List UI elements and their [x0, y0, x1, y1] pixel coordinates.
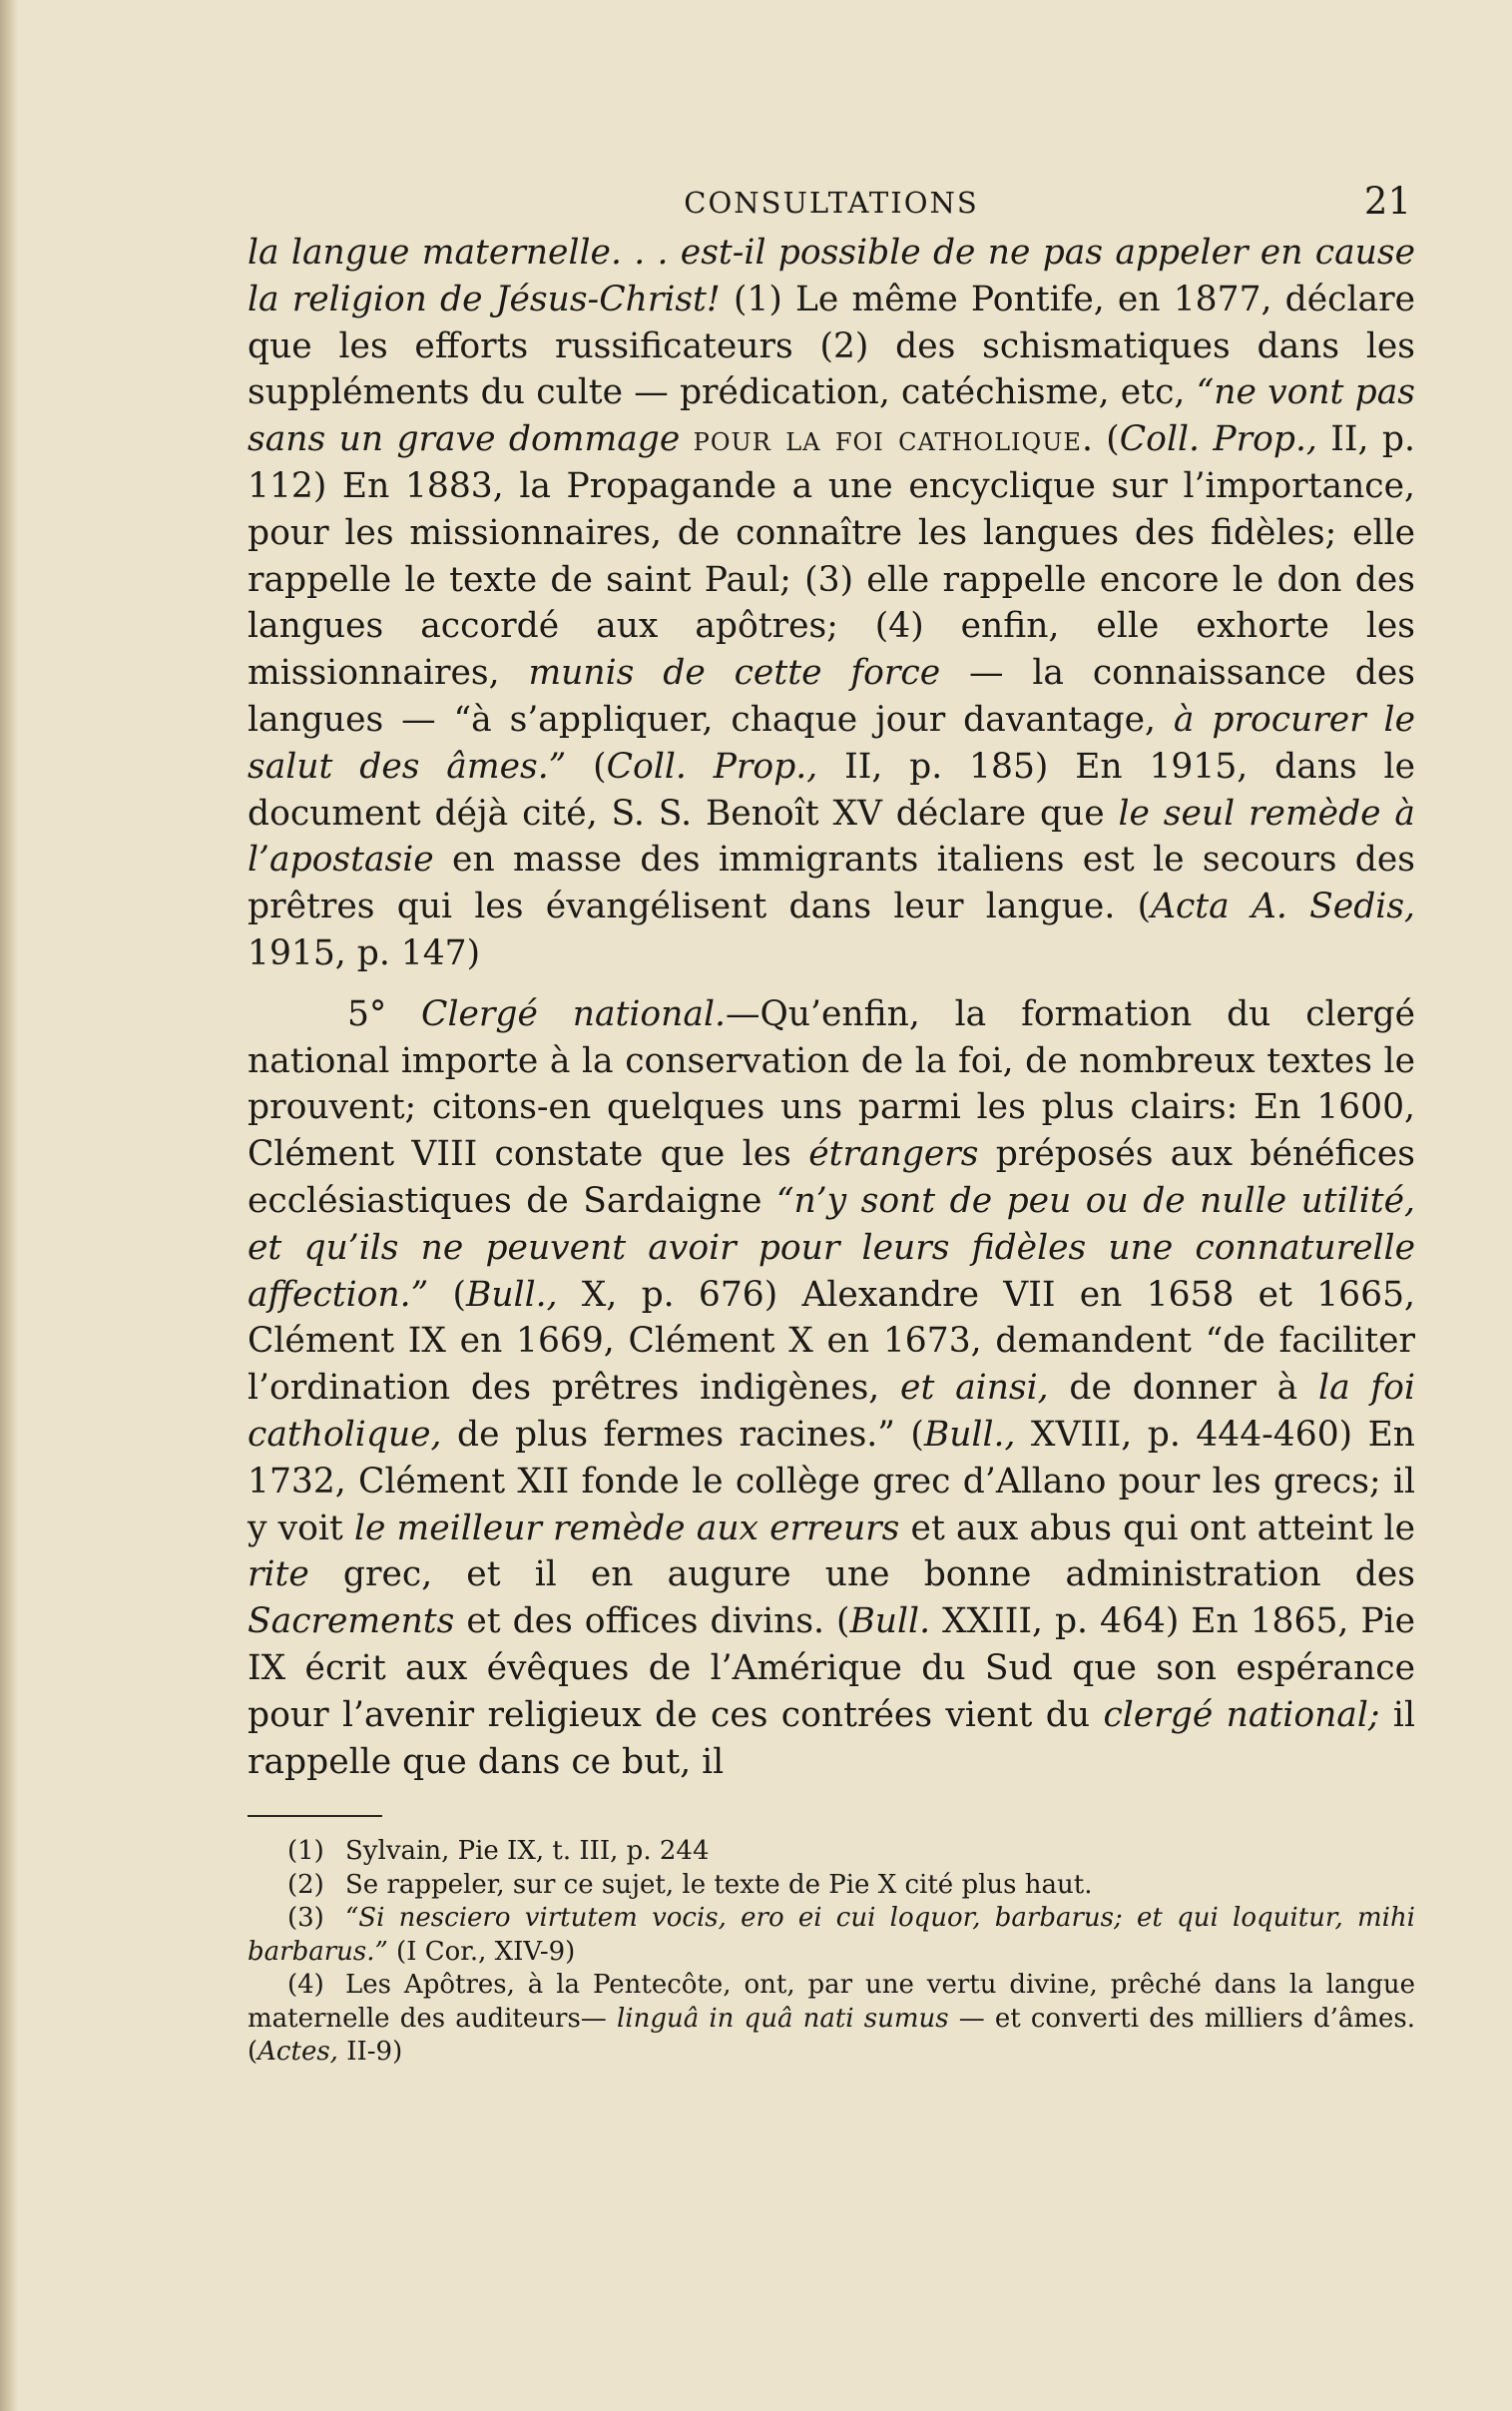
- footnote-4: [248, 1969, 1415, 2070]
- text-run: II, p. 185) En 1915, dans le document déjà cité, S. S. Benoît XV déclare que: [248, 746, 1415, 834]
- text-run: X, p. 676) Alexandre VII en 1658 et 1665, Clément IX en 1669, Clément X en 1673, demandent “de faciliter l’ordination des prêtres indigènes,: [248, 1274, 1415, 1409]
- text-run: — la connaissance des langues — “à s’appliquer, chaque jour davantage,: [248, 653, 1416, 740]
- text-run: “ne vont pas sans un grave dommage: [248, 372, 1415, 460]
- footnote-text: “Si nesciero virtutem vocis, ero ei cui loquor, barbarus; et qui loquitur, mihi barbarus.”: [248, 1903, 1415, 1967]
- text-run: le meilleur remède aux erreurs: [353, 1507, 900, 1548]
- page: [248, 170, 1415, 2070]
- footnote-text: Les Apôtres, à la Pentecôte, ont, par une vertu divine, prêché dans la langue maternelle des auditeurs—: [248, 1970, 1415, 2034]
- text-run: —Qu’enfin, la formation du clergé national importe à la conservation de la foi, de nombreux textes le prouvent; citons-en quelques uns parmi les plus clairs: En 1600, Clément VIII constate que les: [248, 993, 1416, 1175]
- paragraph-1: [248, 230, 1415, 977]
- footnote-2: [248, 1869, 1415, 1903]
- text-run: pour la foi catholique: [693, 419, 1082, 460]
- footnote-text: Sylvain, Pie IX, t. III, p. 244: [345, 1836, 710, 1867]
- footnote-marker: (3): [287, 1903, 324, 1934]
- text-run: grec, et il en augure une bonne administration des: [308, 1554, 1415, 1595]
- footnote-text: (I Cor., XIV-9): [387, 1936, 576, 1967]
- text-run: et des offices divins. (: [454, 1601, 850, 1642]
- text-run: . (: [1081, 419, 1120, 460]
- text-run: (: [566, 746, 607, 787]
- text-run: Coll. Prop.,: [606, 746, 818, 787]
- section-heading: Clergé national.: [421, 993, 726, 1034]
- text-run: Sacrements: [248, 1601, 455, 1642]
- footnote-text: Actes,: [257, 2037, 338, 2068]
- page-header: [248, 170, 1415, 230]
- text-run: clergé national;: [1103, 1694, 1380, 1735]
- footnote-marker: (2): [287, 1869, 324, 1900]
- text-run: II, p. 112) En 1883, la Propagande a une encyclique sur l’importance, pour les missionnaires, de connaître les langues des fidèles; elle rappelle le texte de saint Paul; (3) elle rappelle encore le don des langues accordé aux apôtres; (4) enfin, elle exhorte les missionnaires,: [248, 419, 1415, 694]
- text-run: le seul remède à l’apostasie: [248, 793, 1415, 881]
- footnote-marker: (1): [287, 1836, 324, 1867]
- page-number: 21: [1363, 180, 1411, 223]
- text-run: Bull.,: [465, 1274, 558, 1315]
- footnote-marker: (4): [287, 1970, 324, 2001]
- footnotes: [248, 1835, 1415, 2070]
- text-run: XXIII, p. 464) En 1865, Pie IX écrit aux évêques de l’Amérique du Sud que son espérance pour l’avenir religieux de ces contrées vient du: [248, 1601, 1416, 1735]
- text-run: “n’y sont de peu ou de nulle utilité, et qu’ils ne peuvent avoir pour leurs fidèles une connaturelle affection.”: [248, 1180, 1415, 1315]
- text-run: rite: [248, 1554, 309, 1595]
- footnote-text: II-9): [337, 2037, 403, 2068]
- text-run: étrangers: [808, 1134, 979, 1175]
- text-run: il rappelle que dans ce but, il: [248, 1694, 1415, 1782]
- text-run: (: [428, 1274, 466, 1315]
- text-run: la langue maternelle. . . est-il possible de ne pas appeler en cause la religion de Jésus-Christ!: [248, 233, 1415, 319]
- text-run: en masse des immigrants italiens est le secours des prêtres qui les évangélisent dans leur langue. (: [248, 840, 1415, 927]
- text-run: 1915, p. 147): [248, 932, 481, 973]
- text-run: munis de cette force: [528, 653, 941, 694]
- footnote-text: Se rappeler, sur ce sujet, le texte de Pie X cité plus haut.: [345, 1869, 1093, 1900]
- text-run: Acta A. Sedis,: [1151, 887, 1415, 927]
- footnote-text: linguâ in quâ nati sumus: [616, 2003, 949, 2034]
- text-run: et aux abus qui ont atteint le: [899, 1507, 1416, 1548]
- text-run: (1) Le même Pontife, en 1877, déclare que les efforts russificateurs (2) des schismatiques dans les suppléments du culte — prédication, catéchisme, etc,: [248, 279, 1415, 413]
- footnote-divider: [248, 1815, 382, 1817]
- text-run: de plus fermes racines.” (: [441, 1414, 924, 1455]
- footnote-text: — et converti des milliers d’âmes. (: [248, 2003, 1416, 2068]
- text-run: 5°: [347, 993, 422, 1034]
- text-run: de donner à: [1048, 1368, 1319, 1409]
- text-run: Bull.: [849, 1601, 931, 1642]
- page-edge-shadow: [0, 0, 18, 2411]
- text-run: la foi catholique,: [248, 1368, 1415, 1455]
- running-head: CONSULTATIONS: [684, 186, 979, 220]
- text-run: à procurer le salut des âmes.”: [248, 699, 1415, 787]
- text-run: Bull.,: [923, 1414, 1016, 1455]
- text-run: préposés aux bénéfices ecclésiastiques de Sardaigne: [248, 1134, 1415, 1221]
- text-run: et ainsi,: [900, 1368, 1049, 1409]
- body-text: [248, 230, 1415, 1785]
- text-run: XVIII, p. 444-460) En 1732, Clément XII fonde le collège grec d’Allano pour les grecs; il y voit: [248, 1414, 1415, 1548]
- footnote-1: [248, 1835, 1415, 1869]
- text-run: Coll. Prop.,: [1119, 419, 1317, 460]
- footnote-3: [248, 1902, 1415, 1969]
- paragraph-2: [248, 991, 1415, 1786]
